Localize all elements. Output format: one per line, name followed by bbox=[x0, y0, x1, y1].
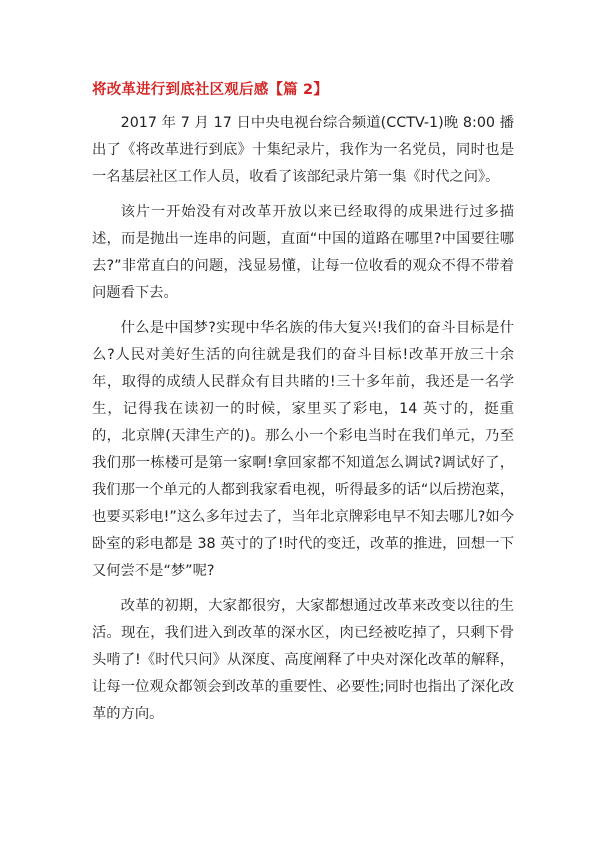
paragraph-1: 2017 年 7 月 17 日中央电视台综合频道(CCTV-1)晚 8:00 播出了《将改革进行到底》十集纪录片，我作为一名党员，同时也是一名基层社区工作人员，收看了该部纪录片第一集《时代之问》。 bbox=[92, 115, 514, 185]
paragraph-4: 改革的初期，大家都很穷，大家都想通过改革来改变以往的生活。现在，我们进入到改革的深水区，肉已经被吃掉了，只剩下骨头啃了!《时代只问》从深度、高度阐释了中央对深化改革的解释，让每一位观众都领会到改革的重要性、必要性;同时也指出了深化改革的方向。 bbox=[92, 598, 514, 722]
document-body bbox=[92, 110, 514, 736]
document-title: 将改革进行到底社区观后感【篇 2】 bbox=[92, 82, 329, 98]
paragraph-2: 该片一开始没有对改革开放以来已经取得的成果进行过多描述，而是抛出一连串的问题，直面“中国的道路在哪里?中国要往哪去?”非常直白的问题，浅显易懂，让每一位收看的观众不得不带着问题看下去。 bbox=[92, 204, 514, 301]
paragraph-3: 什么是中国梦?实现中华名族的伟大复兴!我们的奋斗目标是什么?人民对美好生活的向往就是我们的奋斗目标!改革开放三十余年，取得的成绩人民群众有目共睹的!三十多年前，我还是一名学生，记得我在读初一的时候，家里买了彩电，14 英寸的，挺重的，北京牌(天津生产的)。那么小一个彩电当时在我们单元，乃至我们那一栋楼可是第一家啊!拿回家都不知道怎么调试?调试好了，我们那一个单元的人都到我家看电视，听得最多的话“以后捞泡菜，也要买彩电!”这么多年过去了，当年北京牌彩电早不知去哪儿?如今卧室的彩电都是 38 英寸的了!时代的变迁，改革的推进，回想一下又何尝不是“梦”呢? bbox=[92, 320, 515, 579]
